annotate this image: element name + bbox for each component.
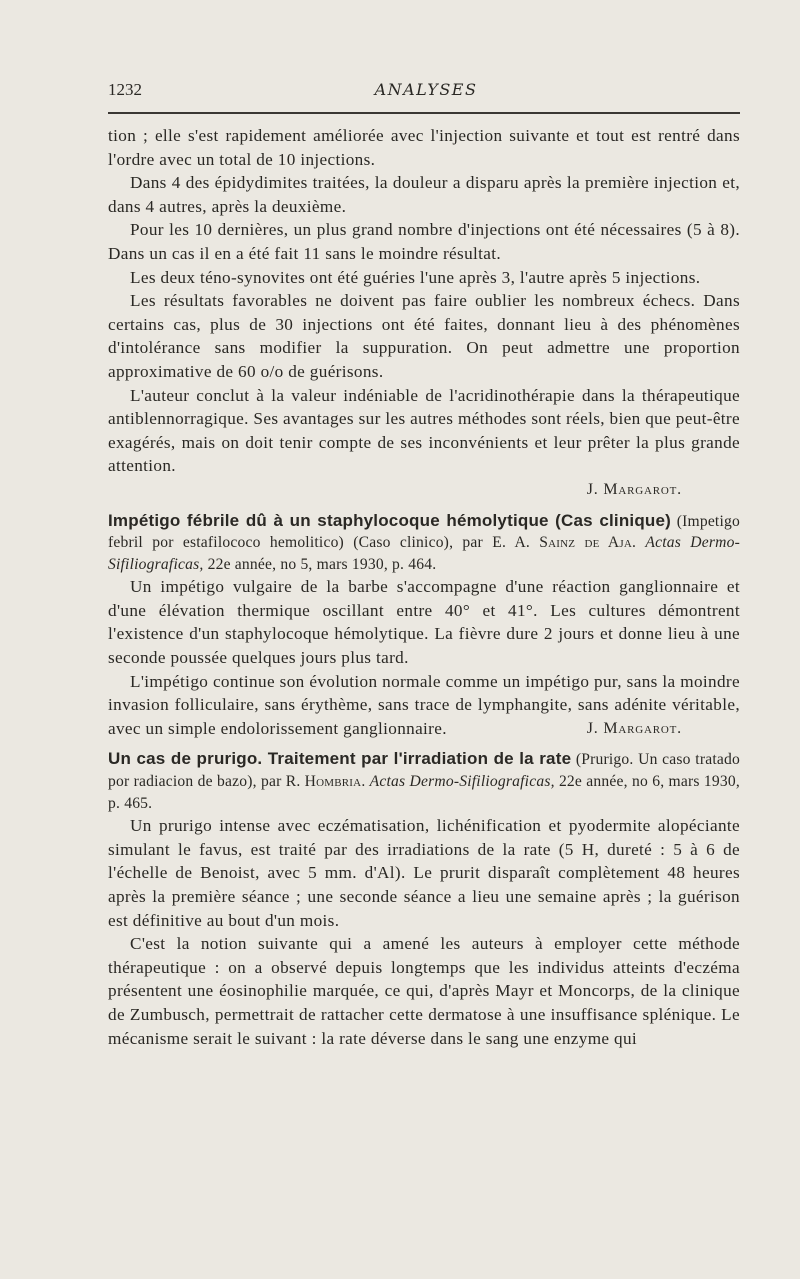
article-author: E. A. Sainz de Aja. bbox=[492, 534, 637, 552]
paragraph: Dans 4 des épidydimites traitées, la douleur a disparu après la première injection et, dans 4 autres, après la deuxième. bbox=[108, 173, 740, 216]
article-subtitle: (Impetigo febril por estafilococo hemolitico) (Caso clinico), par bbox=[108, 512, 740, 552]
paragraph: C'est la notion suivante qui a amené les auteurs à employer cette méthode thérapeutique : on a observé depuis longtemps que les individus atteints d'eczéma présentent une éosinophilie marquée, ce qui, d'après Mayr et Moncorps, de la clinique de Zumbusch, permettrait de rattacher cette dermatose à une insuffisance splénique. Le mécanisme serait le suivant : la rate déverse dans le sang une enzyme qui bbox=[108, 934, 740, 1048]
article-subtitle: (Prurigo. Un caso tratado por radiacion de bazo), par bbox=[108, 751, 740, 791]
paragraph: tion ; elle s'est rapidement améliorée avec l'injection suivante et tout est rentré dans l'ordre avec un total de 10 injections. bbox=[108, 126, 740, 169]
article-heading bbox=[108, 748, 740, 814]
article-title: Impétigo fébrile dû à un staphylocoque hémolytique (Cas clinique) bbox=[108, 510, 672, 530]
paragraph: L'auteur conclut à la valeur indéniable de l'acridinothérapie dans la thérapeutique antiblennorragique. Ses avantages sur les autres méthodes sont réels, bien que peut-être exagérés, mais on doit tenir compte de ses inconvénients et leur prêter la plus grande attention. bbox=[108, 385, 740, 476]
journal-name: Actas Dermo-Sifiliograficas, bbox=[369, 773, 555, 791]
article-title: Un cas de prurigo. Traitement par l'irradiation de la rate bbox=[108, 749, 572, 769]
paragraph: Un impétigo vulgaire de la barbe s'accompagne d'une réaction ganglionnaire et d'une élévation thermique oscillant entre 40° et 41°. Les cultures démontrent l'existence d'un staphylocoque hémolytique. La fièvre dure 2 jours et donne lieu à une seconde poussée quelques jours plus tard. bbox=[108, 577, 740, 668]
journal-name: Actas Dermo-Sifiliograficas, bbox=[108, 534, 740, 573]
article-continuation bbox=[108, 124, 740, 502]
citation: 22e année, no 5, mars 1930, p. 464. bbox=[207, 555, 437, 573]
page-number: 1232 bbox=[108, 80, 142, 99]
paragraph: Les deux téno-synovites ont été guéries l'une après 3, l'autre après 5 injections. bbox=[130, 267, 701, 287]
paragraph: Pour les 10 dernières, un plus grand nombre d'injections ont été nécessaires (5 à 8). Dans un cas il en a été fait 11 sans le moindre résultat. bbox=[108, 220, 740, 263]
paragraph bbox=[108, 670, 740, 741]
page bbox=[108, 80, 740, 1050]
signature: J. Margarot. bbox=[586, 719, 682, 737]
article-author: R. Hombria. bbox=[285, 773, 366, 791]
article-impetigo bbox=[108, 510, 740, 741]
article-heading bbox=[108, 510, 740, 576]
article-prurigo bbox=[108, 748, 740, 1050]
signature: J. Margarot. bbox=[586, 480, 682, 498]
running-head bbox=[108, 80, 740, 106]
paragraph-text: L'impétigo continue son évolution normale comme un impétigo pur, sans la moindre invasion folliculaire, sans érythème, sans trace de lymphangite, sans adénite véritable, avec un simple endolorissement ganglionnaire. bbox=[108, 671, 740, 738]
header-rule bbox=[108, 112, 740, 114]
citation: 22e année, no 6, mars 1930, p. 465. bbox=[108, 773, 740, 812]
section-title: ANALYSES bbox=[374, 80, 478, 99]
paragraph: Les résultats favorables ne doivent pas faire oublier les nombreux échecs. Dans certains cas, plus de 30 injections ont été faites, donnant lieu à des phénomènes d'intolérance sans modifier la suppuration. On peut admettre une proportion approximative de 60 o/o de guérisons. bbox=[108, 291, 740, 381]
paragraph: Un prurigo intense avec eczématisation, lichénification et pyodermite alopéciante simulant le favus, est traité par des irradiations de la rate (5 H, dureté : 5 à 6 de l'échelle de Benoist, avec 5 mm. d'Al). Le prurit disparaît complètement 48 heures après la première séance ; une seconde séance a lieu une semaine après ; la guérison est définitive au bout d'un mois. bbox=[108, 816, 740, 930]
